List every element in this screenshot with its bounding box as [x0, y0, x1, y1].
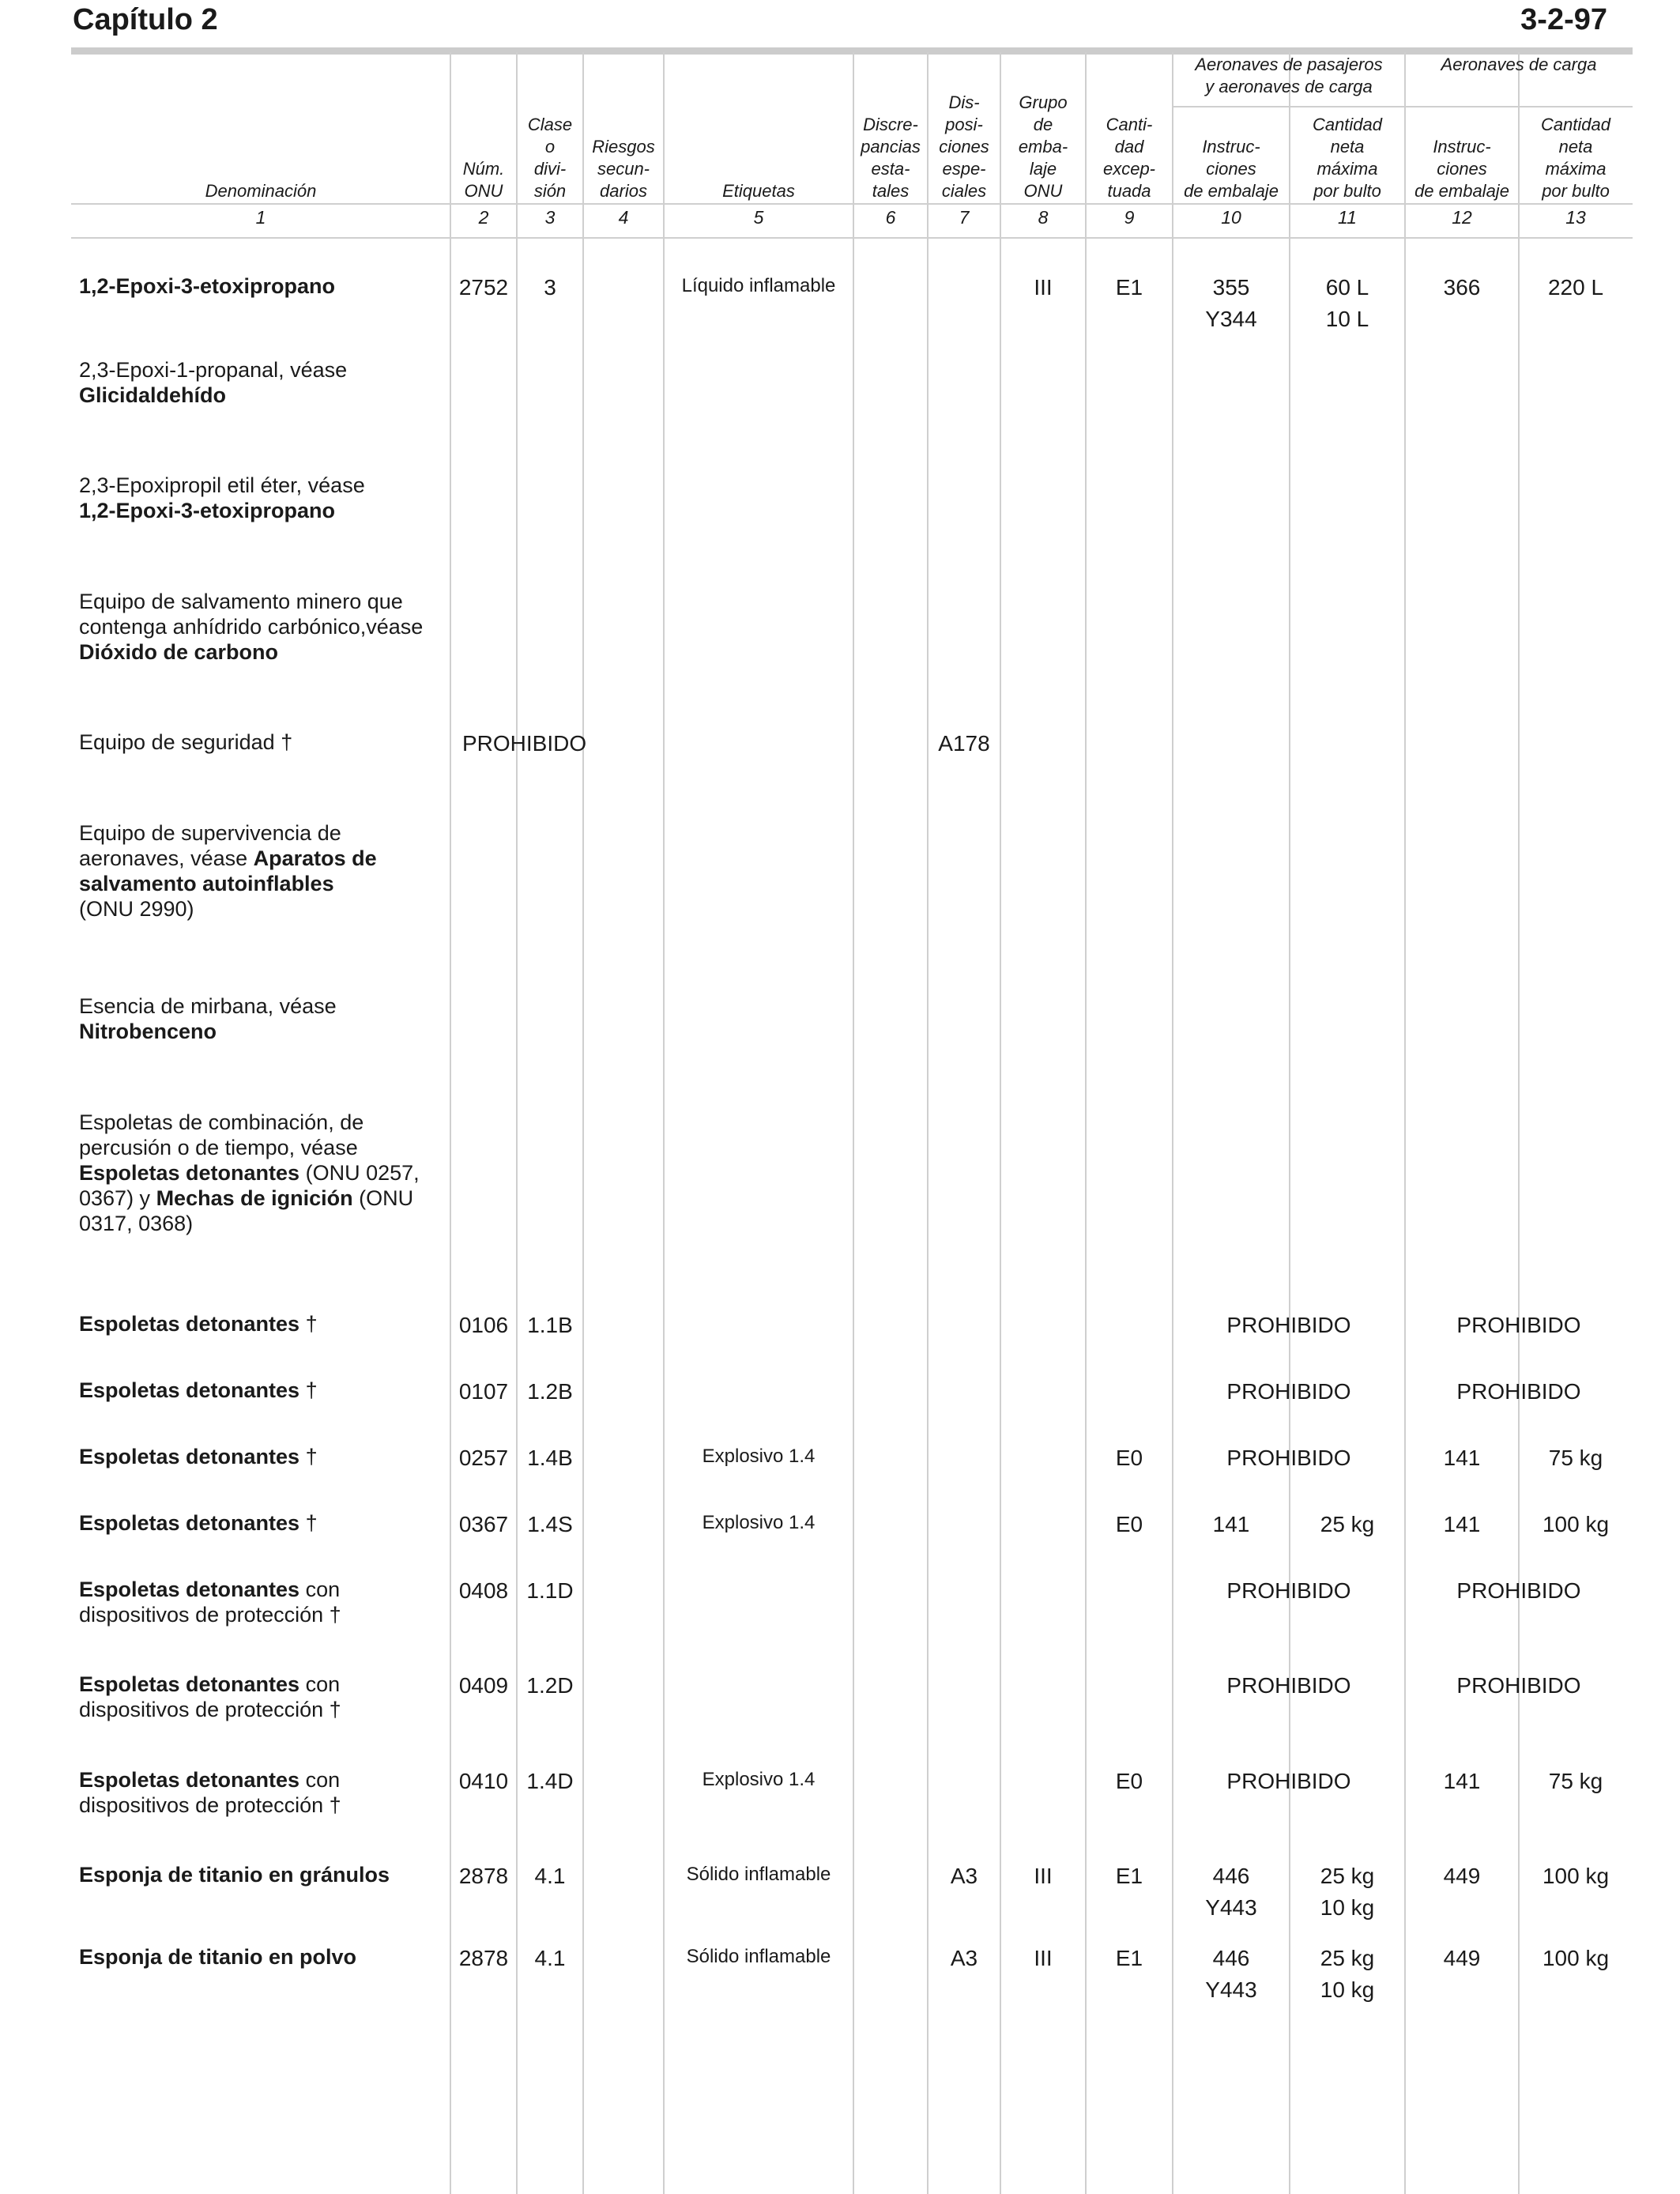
column-header-text: Núm. ONU: [462, 159, 505, 201]
column-header: [517, 57, 583, 202]
cell-cargo-prohibited: PROHIBIDO: [1456, 1313, 1581, 1337]
cell-eq: E1: [1115, 1946, 1143, 1970]
column-number: 6: [885, 207, 896, 228]
row-name: [79, 729, 446, 755]
chapter-title: Capítulo 2: [73, 3, 218, 36]
cell-eq: E0: [1115, 1769, 1143, 1793]
row-name-part: Espoletas detonantes: [79, 1768, 300, 1792]
cell-pax-pi: 446 Y443: [1205, 1946, 1257, 2002]
row-name-part: con dispositivos de protección †: [79, 1768, 341, 1817]
cell-cargo-prohibited: PROHIBIDO: [1456, 1379, 1581, 1404]
column-header: [928, 57, 1000, 202]
cell-eq: E1: [1115, 275, 1143, 300]
row-name: [79, 820, 446, 922]
cell-pg: III: [1034, 275, 1053, 300]
row-name: [79, 357, 446, 408]
row-name: [79, 273, 446, 299]
row-name: [79, 1577, 446, 1627]
row-name-part: Equipo de supervivencia de aeronaves, véase: [79, 821, 341, 870]
column-header: [1173, 109, 1290, 202]
cell-un: 0367: [458, 1512, 509, 1536]
cell-un: 2752: [458, 275, 509, 300]
column-header-text: Grupo de emba- laje ONU: [1018, 92, 1068, 201]
cell-pax-prohibited: PROHIBIDO: [1226, 1446, 1351, 1470]
column-header-text: Riesgos secun- darios: [592, 137, 655, 201]
cell-un: 2878: [458, 1864, 509, 1888]
group-header-passenger: Aeronaves de pasajeros y aeronaves de carga: [1195, 55, 1383, 96]
page-number: 3-2-97: [1520, 3, 1607, 36]
cell-pax-qty: 25 kg 10 kg: [1320, 1864, 1375, 1920]
column-number: 4: [618, 207, 629, 228]
row-name: [79, 1110, 446, 1236]
cell-cls: 1.4B: [527, 1446, 573, 1470]
cell-un: 0410: [458, 1769, 509, 1793]
cell-label: Explosivo 1.4: [702, 1446, 816, 1467]
column-header-text: Instruc- ciones de embalaje: [1184, 137, 1279, 201]
column-header-text: Canti- dad excep- tuada: [1102, 115, 1156, 201]
column-header: [1519, 109, 1633, 202]
cell-pax-qty: 25 kg: [1320, 1512, 1375, 1536]
row-name-part: Espoletas detonantes: [79, 1445, 300, 1468]
cell-pax-pi: 355 Y344: [1205, 275, 1257, 331]
row-name-part: 2,3-Epoxi-1-propanal, véase: [79, 358, 348, 382]
row-name-part: (ONU 2990): [79, 897, 194, 921]
column-header: [1290, 109, 1405, 202]
cell-pg: III: [1034, 1864, 1053, 1888]
column-number: 8: [1038, 207, 1049, 228]
cell-sp: A3: [950, 1864, 978, 1888]
cell-un: 0409: [458, 1673, 509, 1698]
row-name-part: 2,3-Epoxipropil etil éter, véase: [79, 473, 365, 497]
cell-cargo-pi: 141: [1443, 1512, 1481, 1536]
cell-pg: III: [1034, 1946, 1053, 1970]
cell-cargo-prohibited: PROHIBIDO: [1456, 1578, 1581, 1603]
row-name-part: Equipo de seguridad †: [79, 730, 293, 754]
cell-label: Líquido inflamable: [681, 275, 836, 296]
row-name-part: Espoletas detonantes: [79, 1378, 300, 1402]
group-header-cargo: Aeronaves de carga: [1441, 55, 1597, 74]
column-number: 7: [959, 207, 970, 228]
row-name-part: con dispositivos de protección †: [79, 1672, 341, 1721]
column-number: 13: [1565, 207, 1586, 228]
cell-un: 0257: [458, 1446, 509, 1470]
column-number: 5: [753, 207, 764, 228]
row-name-part: Espoletas detonantes: [79, 1672, 300, 1696]
row-name: [79, 1767, 446, 1818]
group-header-rule: [1173, 106, 1633, 107]
row-name-part: Esponja de titanio en polvo: [79, 1945, 357, 1969]
row-name: [79, 473, 446, 523]
cell-un: 2878: [458, 1946, 509, 1970]
column-header-text: Discre- pancias esta- tales: [861, 115, 921, 201]
row-name-part: Equipo de salvamento minero que contenga anhídrido carbónico,véase: [79, 590, 424, 639]
row-name: [79, 1444, 446, 1469]
number-row-rule: [71, 237, 1633, 239]
column-header: [1405, 109, 1519, 202]
cell-cargo-pi: 449: [1443, 1864, 1481, 1888]
cell-cls: 1.2D: [526, 1673, 574, 1698]
cell-eq: E0: [1115, 1446, 1143, 1470]
row-name-part: Espoletas detonantes: [79, 1312, 300, 1336]
column-number: 2: [478, 207, 489, 228]
column-header: [664, 57, 853, 202]
cell-cls: 4.1: [534, 1946, 566, 1970]
column-header-text: Cantidad neta máxima por bulto: [1540, 115, 1611, 201]
row-name: [79, 589, 446, 665]
cell-label: Sólido inflamable: [686, 1864, 831, 1885]
row-name-part: Dióxido de carbono: [79, 640, 279, 664]
header-bottom-rule: [71, 203, 1633, 205]
column-header-text: Dis- posi- ciones espe- ciales: [939, 92, 989, 201]
row-name: [79, 1672, 446, 1722]
column-number: 10: [1221, 207, 1241, 228]
column-header: [1086, 57, 1173, 202]
cell-pax-qty: 60 L 10 L: [1325, 275, 1369, 331]
row-name-part: Esponja de titanio en gránulos: [79, 1863, 390, 1887]
column-header-text: Denominación: [205, 181, 317, 201]
column-header-text: Instruc- ciones de embalaje: [1414, 137, 1509, 201]
cell-cls: 1.4D: [526, 1769, 574, 1793]
cell-label: Explosivo 1.4: [702, 1512, 816, 1533]
cell-un: 0107: [458, 1379, 509, 1404]
cell-pax-prohibited: PROHIBIDO: [1226, 1673, 1351, 1698]
row-name-part: †: [299, 1378, 318, 1402]
cell-cls: 3: [544, 275, 556, 300]
row-name-part: †: [299, 1312, 318, 1336]
column-number: 9: [1124, 207, 1135, 228]
cell-pax-pi: 446 Y443: [1205, 1864, 1257, 1920]
cell-cargo-qty: 100 kg: [1542, 1946, 1610, 1970]
cell-eq: E0: [1115, 1512, 1143, 1536]
cell-pax-prohibited: PROHIBIDO: [1226, 1313, 1351, 1337]
cell-sp: A3: [950, 1946, 978, 1970]
cell-cargo-pi: 141: [1443, 1769, 1481, 1793]
cell-un: 0106: [458, 1313, 509, 1337]
column-number: 3: [544, 207, 556, 228]
cell-cargo-pi: 141: [1443, 1446, 1481, 1470]
row-name-part: Mechas de ignición: [156, 1186, 353, 1210]
row-name-part: (ONU 0317, 0368): [79, 1186, 414, 1235]
cell-pax-qty: 25 kg 10 kg: [1320, 1946, 1375, 2002]
column-header: [71, 57, 450, 202]
row-name-part: Espoletas detonantes: [79, 1161, 300, 1185]
row-name-part: Aparatos de salvamento autoinflables: [79, 846, 377, 895]
cell-cls: 1.2B: [527, 1379, 573, 1404]
cell-pax-pi: 141: [1212, 1512, 1250, 1536]
cell-cls: 1.1D: [526, 1578, 574, 1603]
cell-pax-prohibited: PROHIBIDO: [1226, 1379, 1351, 1404]
row-name-part: †: [299, 1445, 318, 1468]
cell-cls: 1.1B: [527, 1313, 573, 1337]
cell-label: Explosivo 1.4: [702, 1769, 816, 1790]
row-name-part: Espoletas de combinación, de percusión o de tiempo, véase: [79, 1110, 364, 1159]
row-name-part: Glicidaldehído: [79, 383, 227, 407]
column-header-text: Etiquetas: [722, 181, 795, 201]
column-header: [450, 57, 517, 202]
cell-cargo-qty: 100 kg: [1542, 1864, 1610, 1888]
column-header-text: Cantidad neta máxima por bulto: [1312, 115, 1383, 201]
row-name: [79, 1944, 446, 1970]
column-number: 11: [1338, 207, 1357, 228]
row-name-part: Esencia de mirbana, véase: [79, 994, 337, 1018]
column-number: 1: [255, 207, 266, 228]
row-name-part: (ONU 0257, 0367) y: [79, 1161, 420, 1210]
cell-cargo-qty: 75 kg: [1548, 1446, 1603, 1470]
cell-cargo-prohibited: PROHIBIDO: [1456, 1673, 1581, 1698]
row-name: [79, 1378, 446, 1403]
row-name-part: Nitrobenceno: [79, 1020, 217, 1043]
cell-sp: A178: [938, 731, 990, 756]
row-name-part: Espoletas detonantes: [79, 1578, 300, 1601]
row-name-part: 1,2-Epoxi-3-etoxipropano: [79, 499, 336, 522]
cell-cls: 1.4S: [527, 1512, 573, 1536]
column-number: 12: [1452, 207, 1472, 228]
row-name-part: Espoletas detonantes: [79, 1511, 300, 1535]
row-name: [79, 1862, 446, 1887]
cell-cargo-qty: 220 L: [1547, 275, 1604, 300]
cell-un: 0408: [458, 1578, 509, 1603]
cell-prohibited: PROHIBIDO: [462, 731, 587, 756]
column-header-text: Clase o divi- sión: [527, 115, 573, 201]
cell-cargo-qty: 75 kg: [1548, 1769, 1603, 1793]
row-name-part: 1,2-Epoxi-3-etoxipropano: [79, 274, 336, 298]
column-header: [853, 57, 928, 202]
cell-cargo-pi: 366: [1443, 275, 1481, 300]
cell-label: Sólido inflamable: [686, 1946, 831, 1967]
cell-pax-prohibited: PROHIBIDO: [1226, 1578, 1351, 1603]
cell-cargo-qty: 100 kg: [1542, 1512, 1610, 1536]
cell-cargo-pi: 449: [1443, 1946, 1481, 1970]
row-name-part: †: [299, 1511, 318, 1535]
cell-cls: 4.1: [534, 1864, 566, 1888]
row-name: [79, 1311, 446, 1336]
row-name: [79, 993, 446, 1044]
cell-eq: E1: [1115, 1864, 1143, 1888]
row-name-part: con dispositivos de protección †: [79, 1578, 341, 1627]
row-name: [79, 1510, 446, 1536]
cell-pax-prohibited: PROHIBIDO: [1226, 1769, 1351, 1793]
column-header: [583, 57, 664, 202]
column-header: [1000, 57, 1086, 202]
